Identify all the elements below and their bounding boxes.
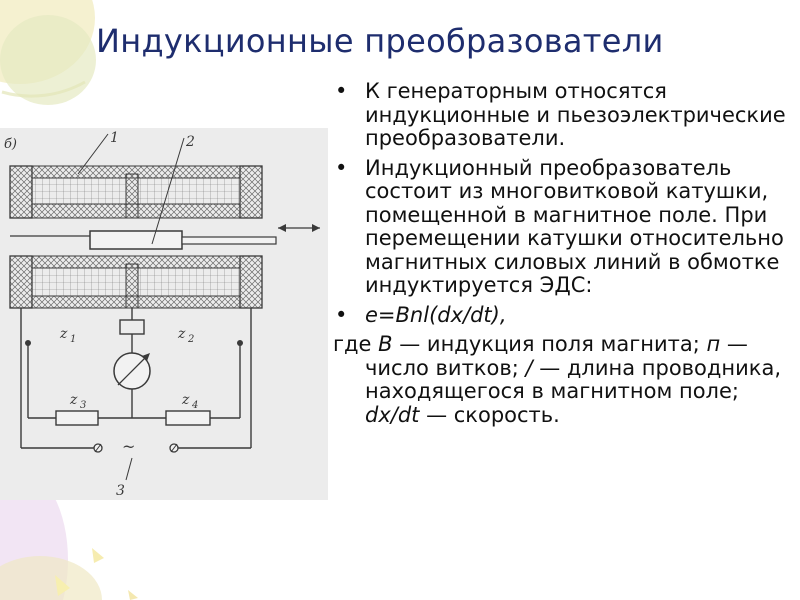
bullet-marker: • — [335, 155, 348, 180]
coil-winding-top-left — [32, 178, 126, 204]
coil-winding-bottom-right — [138, 268, 240, 296]
label-z2: z — [178, 326, 186, 342]
core-left-bottom — [10, 256, 32, 308]
bullet-marker: • — [335, 302, 348, 327]
core-left-top — [10, 166, 32, 218]
label-z3-subscript: 3 — [80, 400, 87, 411]
legend-text: — индукция поля магнита; — [392, 332, 707, 356]
moving-rod — [90, 231, 182, 249]
rod-extension — [182, 237, 276, 244]
legend-text: — длина проводника, находящегося в магнитном поле; — [365, 355, 782, 403]
label-1: 1 — [110, 130, 119, 146]
resistor-z4 — [166, 411, 210, 425]
coil-winding-top-right — [138, 178, 240, 204]
panel-label: б) — [4, 137, 18, 152]
formula-legend — [333, 333, 788, 427]
legend-symbol-n: п — [706, 332, 721, 356]
bullet-item — [333, 157, 788, 298]
legend-text: — скорость. — [419, 402, 560, 427]
legend-text: где — [333, 332, 379, 356]
legend-text: — число витков; — [365, 332, 748, 380]
bullet-item — [333, 304, 788, 328]
legend-symbol-velocity: dx/dt — [365, 402, 420, 427]
core-base-band — [32, 296, 240, 308]
label-z1: z — [60, 326, 68, 342]
coil-winding-bottom-left — [32, 268, 126, 296]
resistor-z3 — [56, 411, 98, 425]
label-z3: z — [70, 392, 78, 408]
bullet-item — [333, 80, 788, 151]
bullet-text: Индукционный преобразователь состоит из многовитковой катушки, помещенной в магнитное поле. При перемещении катушки относительно магнитных силовых линий в обмотке индуктируется ЭДС: — [365, 155, 784, 297]
label-3: 3 — [116, 483, 125, 499]
label-z1-subscript: 1 — [70, 334, 77, 345]
label-z4-subscript: 4 — [192, 400, 199, 411]
core-right-top — [240, 166, 262, 218]
label-z4: z — [182, 392, 190, 408]
slide-title: Индукционные преобразователи — [96, 22, 664, 60]
label-2: 2 — [186, 134, 195, 150]
induction-transducer-figure — [0, 128, 328, 500]
bullet-marker: • — [335, 79, 348, 103]
core-mid-band — [32, 204, 240, 218]
slide-body — [333, 80, 788, 427]
label-z2-subscript: 2 — [188, 334, 195, 345]
legend-symbol-b: В — [378, 332, 393, 356]
ac-source-symbol: ~ — [122, 437, 136, 456]
transducer-diagram — [0, 128, 328, 500]
emf-formula: e=Bnl(dx/dt), — [365, 302, 507, 327]
bullet-text: К генераторным относятся индукционные и пьезоэлектрические преобразователи. — [365, 79, 786, 150]
core-right-bottom — [240, 256, 262, 308]
legend-symbol-l: / — [525, 355, 533, 380]
